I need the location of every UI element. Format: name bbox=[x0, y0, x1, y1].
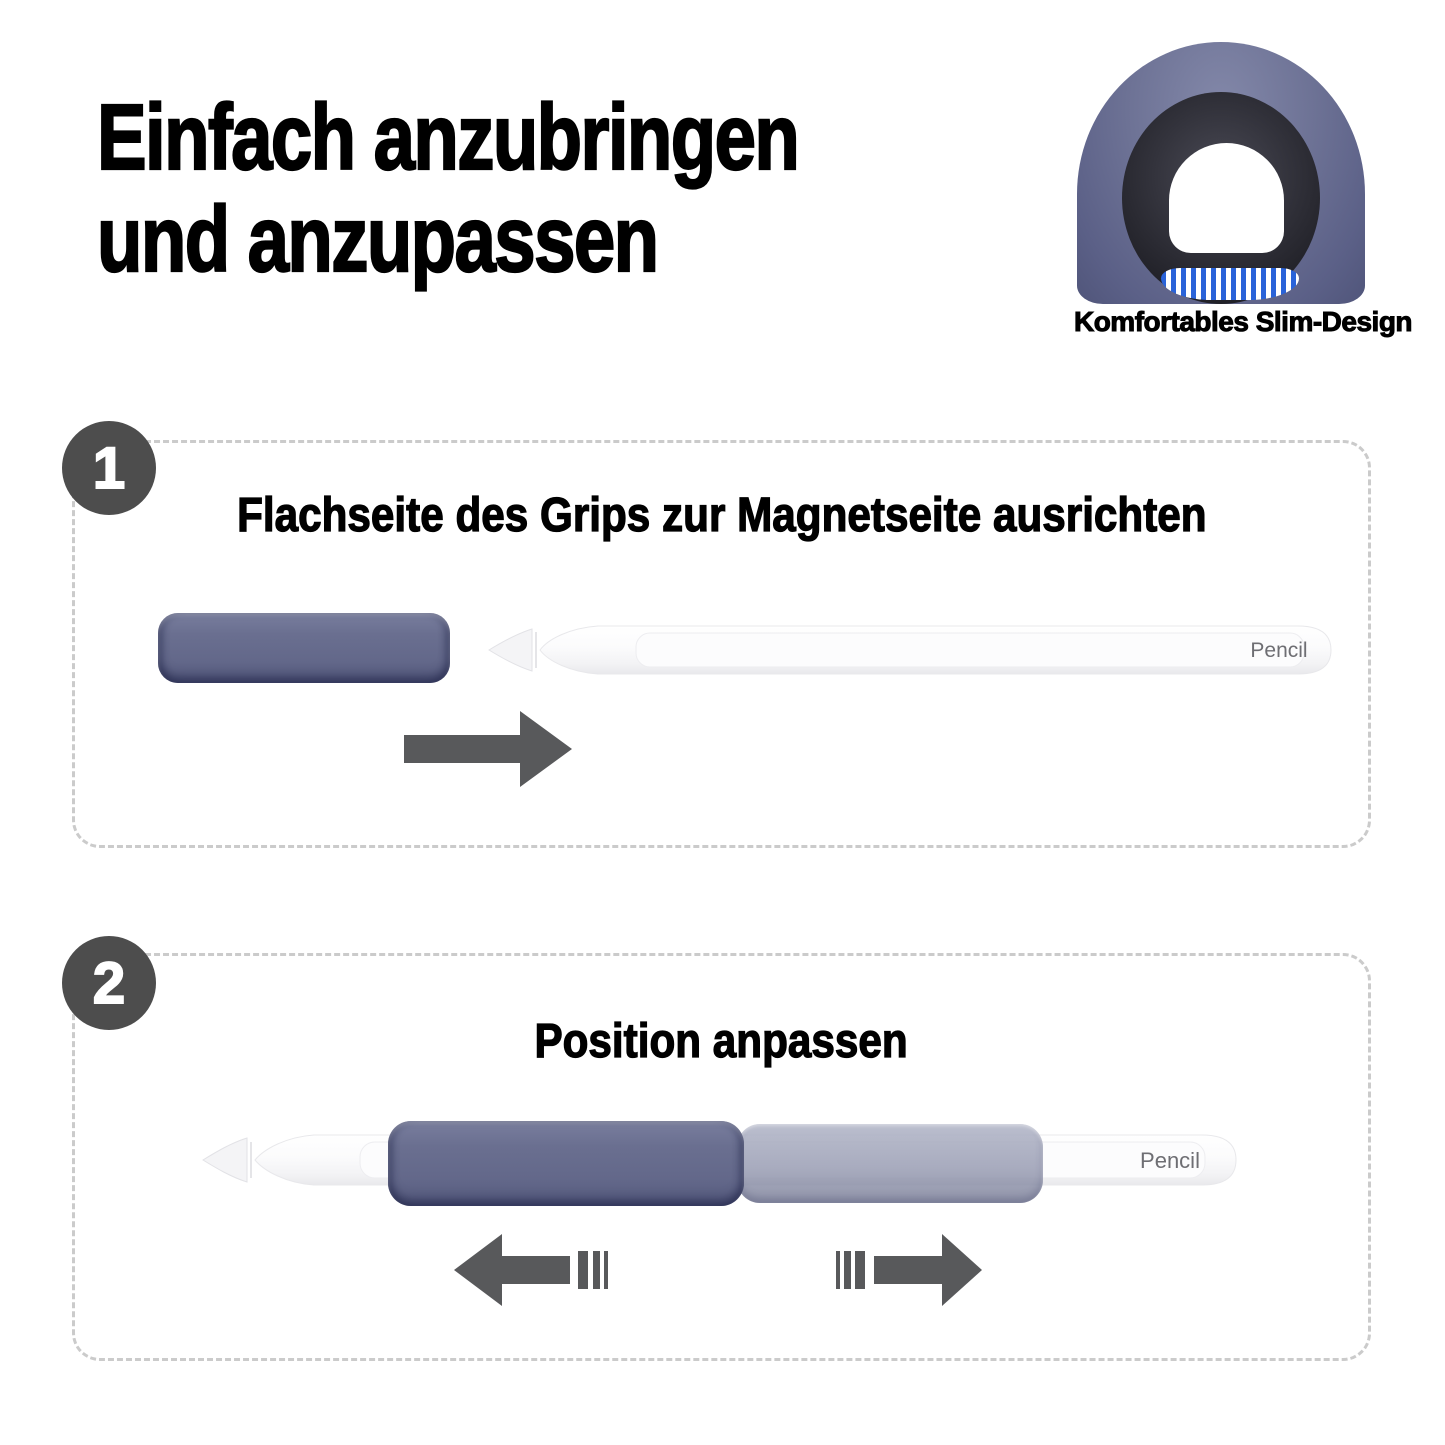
pencil-tip bbox=[203, 1138, 247, 1182]
grip-piece bbox=[158, 613, 450, 683]
step-2-number: 2 bbox=[92, 950, 126, 1016]
grip-on-pencil bbox=[388, 1121, 744, 1206]
step-1-number: 1 bbox=[92, 435, 126, 501]
pencil-tip bbox=[489, 629, 532, 671]
right-arrow-icon bbox=[404, 708, 574, 790]
motion-lines bbox=[578, 1251, 588, 1289]
step-2-heading-text: Position anpassen bbox=[534, 1015, 909, 1068]
page-title bbox=[97, 86, 798, 290]
grip-cross-section bbox=[1077, 42, 1365, 304]
pencil-flat-side bbox=[636, 633, 1304, 667]
title-line-1: Einfach anzubringen bbox=[97, 85, 799, 189]
title-line-2: und anzupassen bbox=[97, 187, 658, 291]
step-2-heading bbox=[72, 1014, 1371, 1069]
right-arrow-icon bbox=[836, 1232, 984, 1308]
magnet-stripe-band bbox=[1161, 268, 1299, 300]
apple-pencil-illustration bbox=[486, 621, 1336, 679]
left-arrow-icon bbox=[452, 1232, 608, 1308]
step-1-heading bbox=[72, 488, 1371, 543]
grip-ghost-position bbox=[737, 1124, 1043, 1203]
pencil-label: Pencil bbox=[1250, 639, 1308, 662]
hero-caption: Komfortables Slim-Design bbox=[1073, 306, 1413, 337]
pencil-label: Pencil bbox=[1140, 1148, 1200, 1173]
step-1-heading-text: Flachseite des Grips zur Magnetseite ausrichten bbox=[236, 489, 1207, 542]
motion-lines bbox=[836, 1251, 840, 1289]
pencil-hole bbox=[1169, 143, 1284, 253]
